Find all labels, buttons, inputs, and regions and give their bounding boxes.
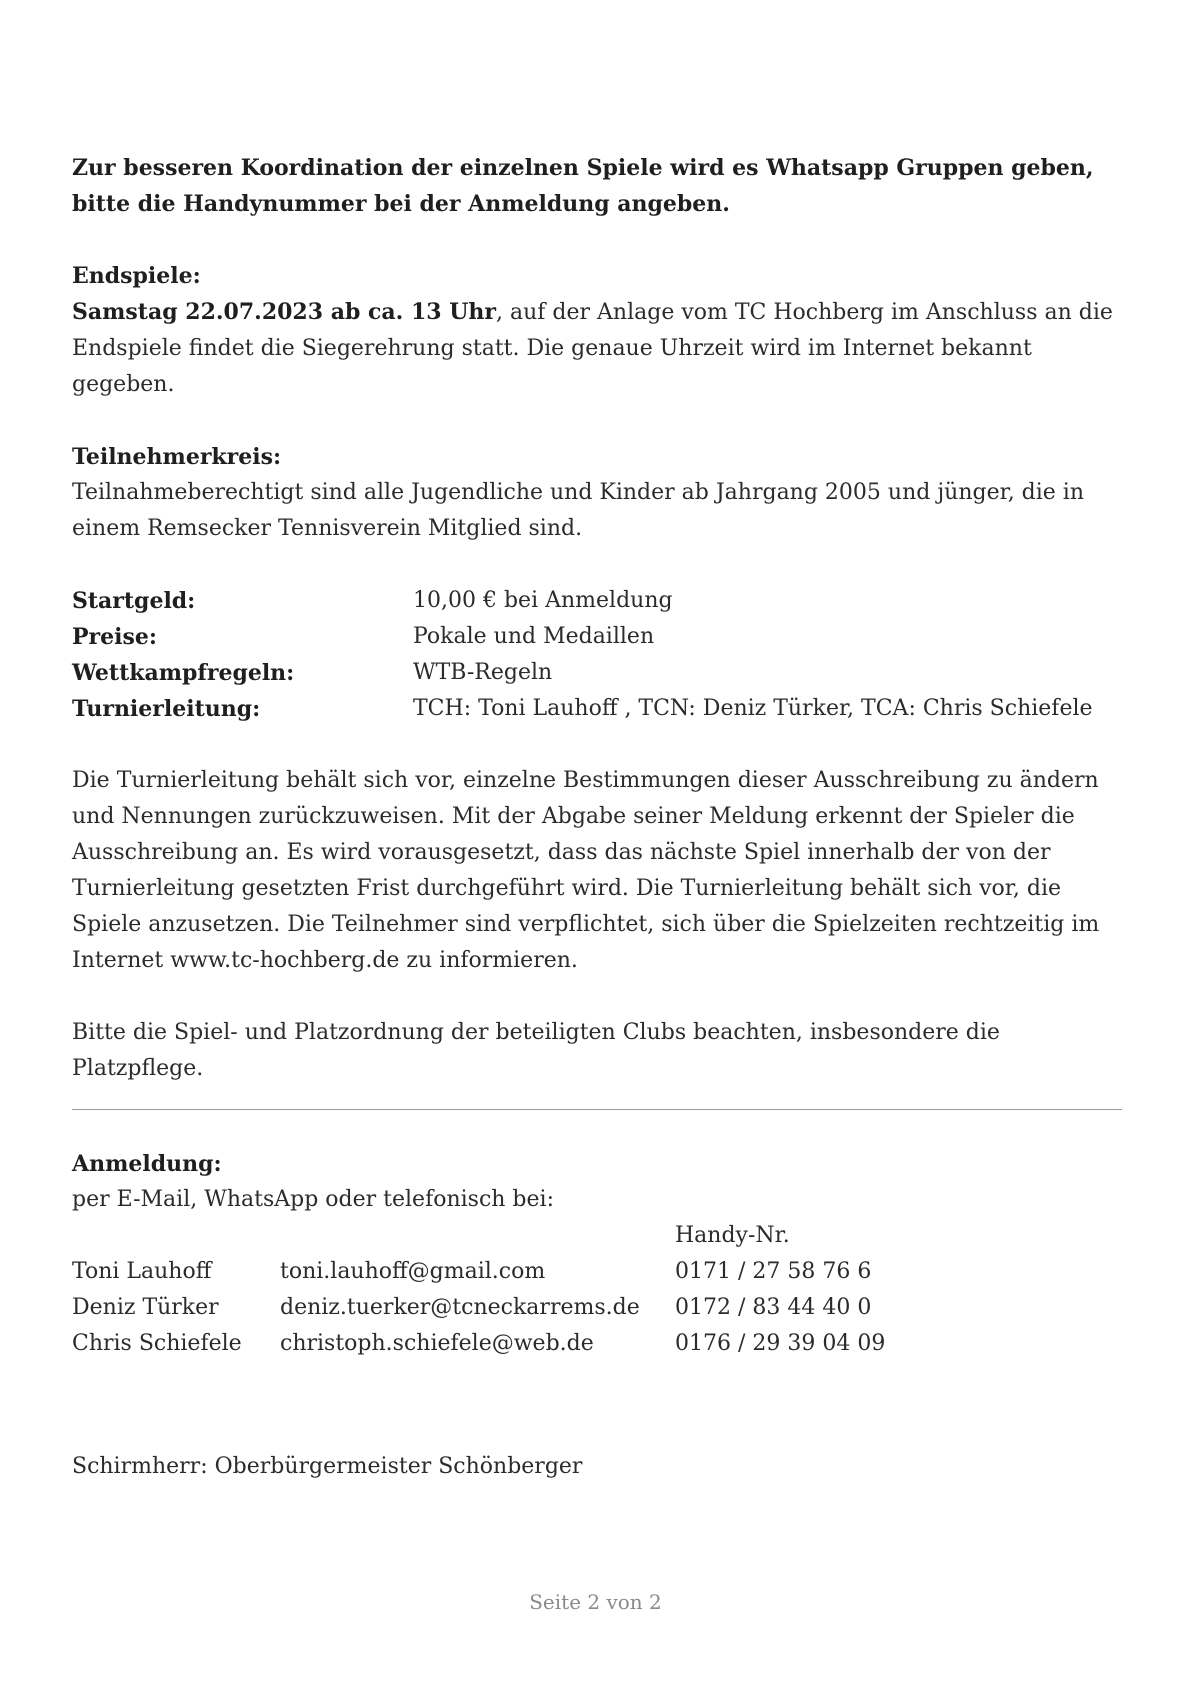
- finals-date: Samstag 22.07.2023 ab ca. 13 Uhr: [72, 299, 497, 325]
- participants-section: [72, 439, 1122, 547]
- rules-value: Pokale und Medaillen: [413, 624, 655, 649]
- registration-heading: Anmeldung:: [72, 1151, 222, 1177]
- contact-email[interactable]: toni.lauhoff@gmail.com: [280, 1259, 546, 1284]
- rules-row: [72, 583, 1093, 619]
- finals-heading: Endspiele:: [72, 263, 201, 289]
- rules-row: [72, 619, 1093, 655]
- registration-section: [72, 1146, 1122, 1362]
- rules-key: Preise:: [72, 624, 157, 650]
- finals-section: [72, 258, 1122, 403]
- rules-key: Wettkampfregeln:: [72, 660, 295, 686]
- contact-row: [72, 1290, 885, 1326]
- contact-name: Chris Schiefele: [72, 1331, 242, 1356]
- participants-heading: Teilnehmerkreis:: [72, 444, 282, 470]
- section-divider: [72, 1109, 1122, 1110]
- registration-subtitle: per E-Mail, WhatsApp oder telefonisch bei:: [72, 1187, 554, 1212]
- contact-email[interactable]: deniz.tuerker@tcneckarrems.de: [280, 1295, 640, 1320]
- participants-text: Teilnahmeberechtigt sind alle Jugendliche und Kinder ab Jahrgang 2005 und jünger, die in einem Remsecker Tennisverein Mitglied sind.: [72, 480, 1085, 541]
- rules-key: Startgeld:: [72, 588, 196, 614]
- contact-email[interactable]: christoph.schiefele@web.de: [280, 1331, 594, 1356]
- rules-key: Turnierleitung:: [72, 696, 261, 722]
- contacts-header-row: [72, 1218, 885, 1254]
- rules-row: [72, 655, 1093, 691]
- court-rules-text: Bitte die Spiel- und Platzordnung der beteiligten Clubs beachten, insbesondere die Platzpflege.: [72, 1020, 1000, 1081]
- rules-row: [72, 691, 1093, 727]
- document-body: [72, 150, 1122, 1362]
- finals-paragraph: [72, 294, 1122, 403]
- patron-text: Schirmherr: Oberbürgermeister Schönberger: [72, 1454, 583, 1479]
- rules-value: TCH: Toni Lauhoff , TCN: Deniz Türker, TCA: Chris Schiefele: [413, 696, 1093, 721]
- contact-name: Deniz Türker: [72, 1295, 219, 1320]
- intro-text: Zur besseren Koordination der einzelnen Spiele wird es Whatsapp Gruppen geben, bitte die Handynummer bei der Anmeldung angeben.: [72, 155, 1094, 217]
- phone-column-header: Handy-Nr.: [675, 1223, 790, 1248]
- contact-phone: 0176 / 29 39 04 09: [675, 1331, 886, 1356]
- contact-phone: 0172 / 83 44 40 0: [675, 1295, 872, 1320]
- rules-value: WTB-Regeln: [413, 660, 553, 685]
- page-footer: Seite 2 von 2: [529, 1590, 662, 1614]
- contact-row: [72, 1254, 885, 1290]
- contact-name: Toni Lauhoff: [72, 1259, 212, 1284]
- rules-value: 10,00 € bei Anmeldung: [413, 588, 673, 613]
- contact-row: [72, 1326, 885, 1362]
- contact-phone: 0171 / 27 58 76 6: [675, 1259, 872, 1284]
- contacts-table: [72, 1218, 885, 1362]
- rules-table: [72, 583, 1093, 727]
- finals-text: , auf der Anlage vom TC Hochberg im Anschluss an die Endspiele findet die Siegerehrung statt. Die genaue Uhrzeit wird im Internet bekannt gegeben.: [72, 300, 1113, 397]
- disclaimer-text: Die Turnierleitung behält sich vor, einzelne Bestimmungen dieser Ausschreibung zu ändern und Nennungen zurückzuweisen. Mit der Abgabe seiner Meldung erkennt der Spieler die Ausschreibung an. Es wird vorausgesetzt, dass das nächste Spiel innerhalb der von der Turnierleitung gesetzten Frist durchgeführt wird. Die Turnierleitung behält sich vor, die Spiele anzusetzen. Die Teilnehmer sind verpflichtet, sich über die Spielzeiten rechtzeitig im Internet www.tc-hochberg.de zu informieren.: [72, 768, 1100, 973]
